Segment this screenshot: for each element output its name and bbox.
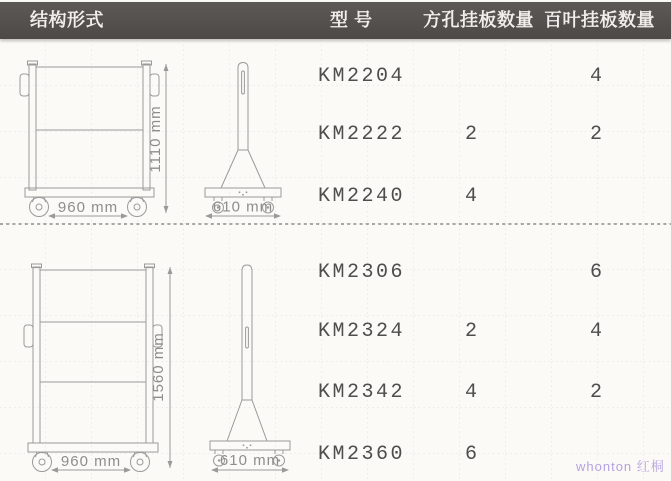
caster-wheel — [128, 198, 147, 217]
watermark: whonton 红桐 — [576, 459, 665, 474]
caster-wheel — [33, 453, 52, 472]
model-cell: KM2324 — [318, 320, 406, 343]
caster-wheel — [131, 453, 150, 472]
square-qty-cell: 2 — [464, 320, 477, 343]
cart-front-view-tall — [15, 257, 200, 479]
model-cell: KM2240 — [318, 185, 406, 208]
cart-front-view-short — [12, 55, 198, 225]
width-dimension-label: 960 mm — [57, 199, 119, 216]
caster-wheel — [30, 198, 49, 217]
louver-qty-cell: 2 — [589, 381, 602, 404]
louver-qty-cell: 6 — [589, 261, 602, 284]
model-cell: KM2204 — [318, 65, 406, 88]
header-model: 型 号 — [330, 10, 373, 30]
louver-qty-cell: 4 — [589, 65, 602, 88]
depth-dimension-label: 610 mm — [212, 198, 274, 216]
width-dimension-label: 960 mm — [60, 453, 122, 470]
model-cell: KM2360 — [318, 443, 406, 466]
table-header-bar — [0, 2, 671, 39]
height-dimension-label: 1560 mm — [150, 332, 167, 402]
model-cell: KM2222 — [318, 123, 406, 146]
square-qty-cell: 6 — [464, 443, 477, 466]
handle-left — [20, 74, 29, 96]
header-square-hole-qty: 方孔挂板数量 — [423, 10, 534, 30]
louver-qty-cell: 4 — [589, 320, 602, 343]
model-cell: KM2306 — [318, 261, 406, 284]
handle-left — [24, 325, 33, 347]
height-dimension-label: 1110 mm — [147, 105, 164, 173]
header-structure-type: 结构形式 — [30, 10, 104, 30]
model-cell: KM2342 — [318, 381, 406, 404]
handle-slot — [242, 71, 245, 94]
cart-side-view-tall — [200, 257, 300, 479]
header-louver-qty: 百叶挂板数量 — [544, 10, 655, 30]
handle-right — [150, 74, 159, 96]
square-qty-cell: 4 — [464, 185, 477, 208]
handle-slot — [246, 327, 249, 348]
square-qty-cell: 2 — [464, 123, 477, 146]
square-qty-cell: 4 — [464, 381, 477, 404]
louver-qty-cell: 2 — [589, 123, 602, 146]
depth-dimension-label: 610 mm — [219, 452, 281, 469]
cart-side-view-short — [198, 55, 298, 225]
